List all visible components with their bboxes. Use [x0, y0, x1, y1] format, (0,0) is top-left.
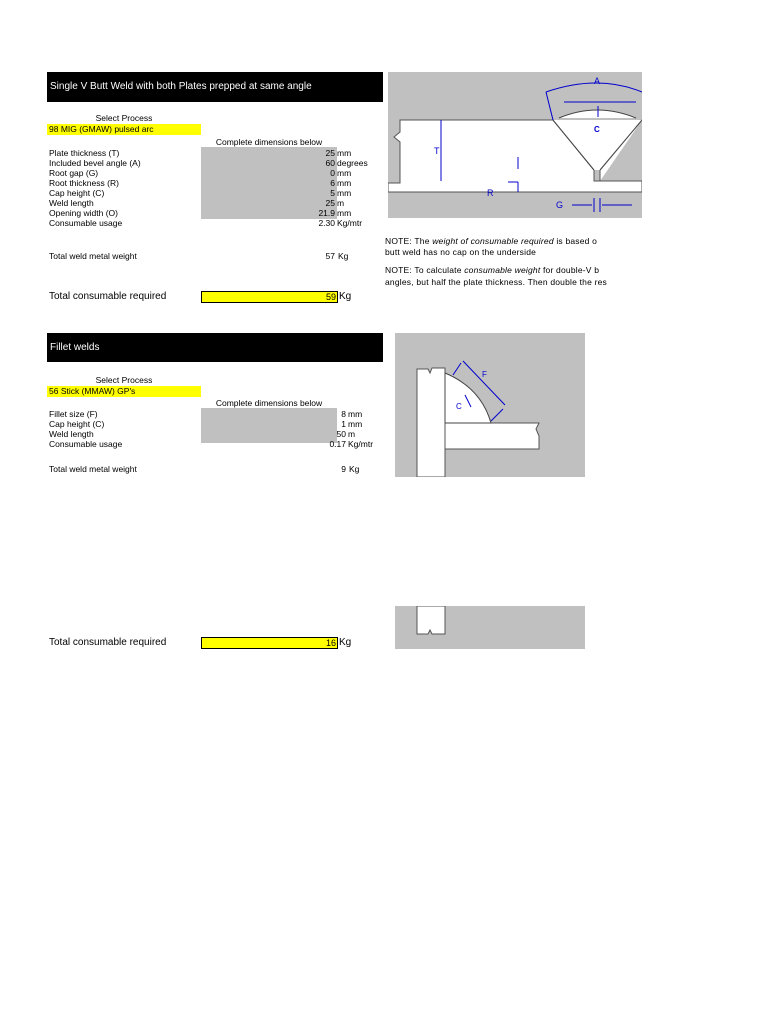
butt-row-label: Root thickness (R): [49, 178, 119, 188]
fillet-diagram-fragment: [395, 606, 585, 649]
note-1-line-2: butt weld has no cap on the underside: [385, 247, 537, 257]
fillet-process-select[interactable]: 56 Stick (MMAW) GP's: [47, 386, 201, 397]
fillet-select-process-label: Select Process: [95, 375, 153, 385]
butt-row-unit: degrees: [337, 158, 368, 168]
butt-row-value[interactable]: 6: [330, 178, 335, 188]
butt-row-unit: mm: [337, 168, 352, 178]
butt-row-label: Opening width (O): [49, 208, 118, 218]
butt-process-select[interactable]: 98 MIG (GMAW) pulsed arc: [47, 124, 201, 135]
butt-row-unit: mm: [337, 148, 352, 158]
fillet-weld-diagram: [395, 333, 585, 477]
label-F: F: [482, 370, 487, 379]
label-R: R: [487, 188, 494, 198]
fillet-row-unit: Kg/mtr: [348, 439, 374, 449]
butt-total-consumable-label: Total consumable required: [49, 291, 167, 302]
label-C-fillet: C: [456, 402, 462, 411]
fillet-row-label: Consumable usage: [49, 439, 123, 449]
label-A: A: [594, 76, 601, 86]
butt-row-value[interactable]: 2.30: [318, 218, 335, 228]
butt-row-value[interactable]: 5: [330, 188, 335, 198]
note-2-line-2: angles, but half the plate thickness. Then double the res: [385, 277, 607, 287]
fillet-row-unit: mm: [348, 409, 363, 419]
butt-total-weight-unit: Kg: [338, 251, 349, 261]
butt-complete-dimensions-label: Complete dimensions below: [215, 137, 323, 147]
butt-row-value[interactable]: 0: [330, 168, 335, 178]
fillet-complete-dimensions-label: Complete dimensions below: [215, 398, 323, 408]
fillet-row-value[interactable]: 0.17: [329, 439, 346, 449]
butt-row-value[interactable]: 25: [325, 148, 335, 158]
butt-row-label: Consumable usage: [49, 218, 123, 228]
butt-row-label: Cap height (C): [49, 188, 105, 198]
butt-total-weight-label: Total weld metal weight: [49, 251, 137, 261]
butt-row-label: Included bevel angle (A): [49, 158, 141, 168]
butt-row-value[interactable]: 21.9: [318, 208, 335, 218]
fillet-row-unit: m: [348, 429, 356, 439]
butt-total-weight-value: 57: [325, 251, 335, 261]
fillet-row-unit: mm: [348, 419, 363, 429]
butt-weld-header: Single V Butt Weld with both Plates prepped at same angle: [47, 72, 383, 102]
label-C: C: [594, 125, 600, 134]
butt-row-unit: mm: [337, 188, 352, 198]
butt-select-process-label: Select Process: [95, 113, 153, 123]
butt-row-unit: mm: [337, 178, 352, 188]
fillet-row-value[interactable]: 50: [336, 429, 346, 439]
fillet-total-weight-value: 9: [341, 464, 346, 474]
note-2-line-1: NOTE: To calculate consumable weight for double-V b: [385, 265, 600, 275]
fillet-row-value[interactable]: 8: [341, 409, 346, 419]
butt-row-unit: m: [337, 198, 345, 208]
butt-row-label: Root gap (G): [49, 168, 99, 178]
note-1-line-1: NOTE: The weight of consumable required is based o: [385, 236, 598, 246]
butt-row-unit: mm: [337, 208, 352, 218]
butt-total-consumable-unit: Kg: [339, 291, 352, 302]
fillet-total-weight-unit: Kg: [349, 464, 360, 474]
butt-row-unit: Kg/mtr: [337, 218, 363, 228]
butt-row-value[interactable]: 60: [325, 158, 335, 168]
fillet-total-consumable-unit: Kg: [339, 637, 352, 648]
fillet-row-label: Cap height (C): [49, 419, 105, 429]
fillet-weld-header: Fillet welds: [47, 333, 383, 362]
fillet-row-label: Weld length: [49, 429, 94, 439]
label-G: G: [556, 200, 564, 210]
butt-weld-diagram: [388, 72, 642, 218]
butt-row-value[interactable]: 25: [325, 198, 335, 208]
butt-row-label: Plate thickness (T): [49, 148, 120, 158]
butt-row-label: Weld length: [49, 198, 94, 208]
label-T: T: [434, 146, 440, 156]
fillet-row-label: Fillet size (F): [49, 409, 98, 419]
fillet-total-consumable-value: 16: [201, 637, 338, 649]
fillet-row-value[interactable]: 1: [341, 419, 346, 429]
butt-total-consumable-value: 59: [201, 291, 338, 303]
fillet-total-weight-label: Total weld metal weight: [49, 464, 137, 474]
fillet-total-consumable-label: Total consumable required: [49, 637, 167, 648]
